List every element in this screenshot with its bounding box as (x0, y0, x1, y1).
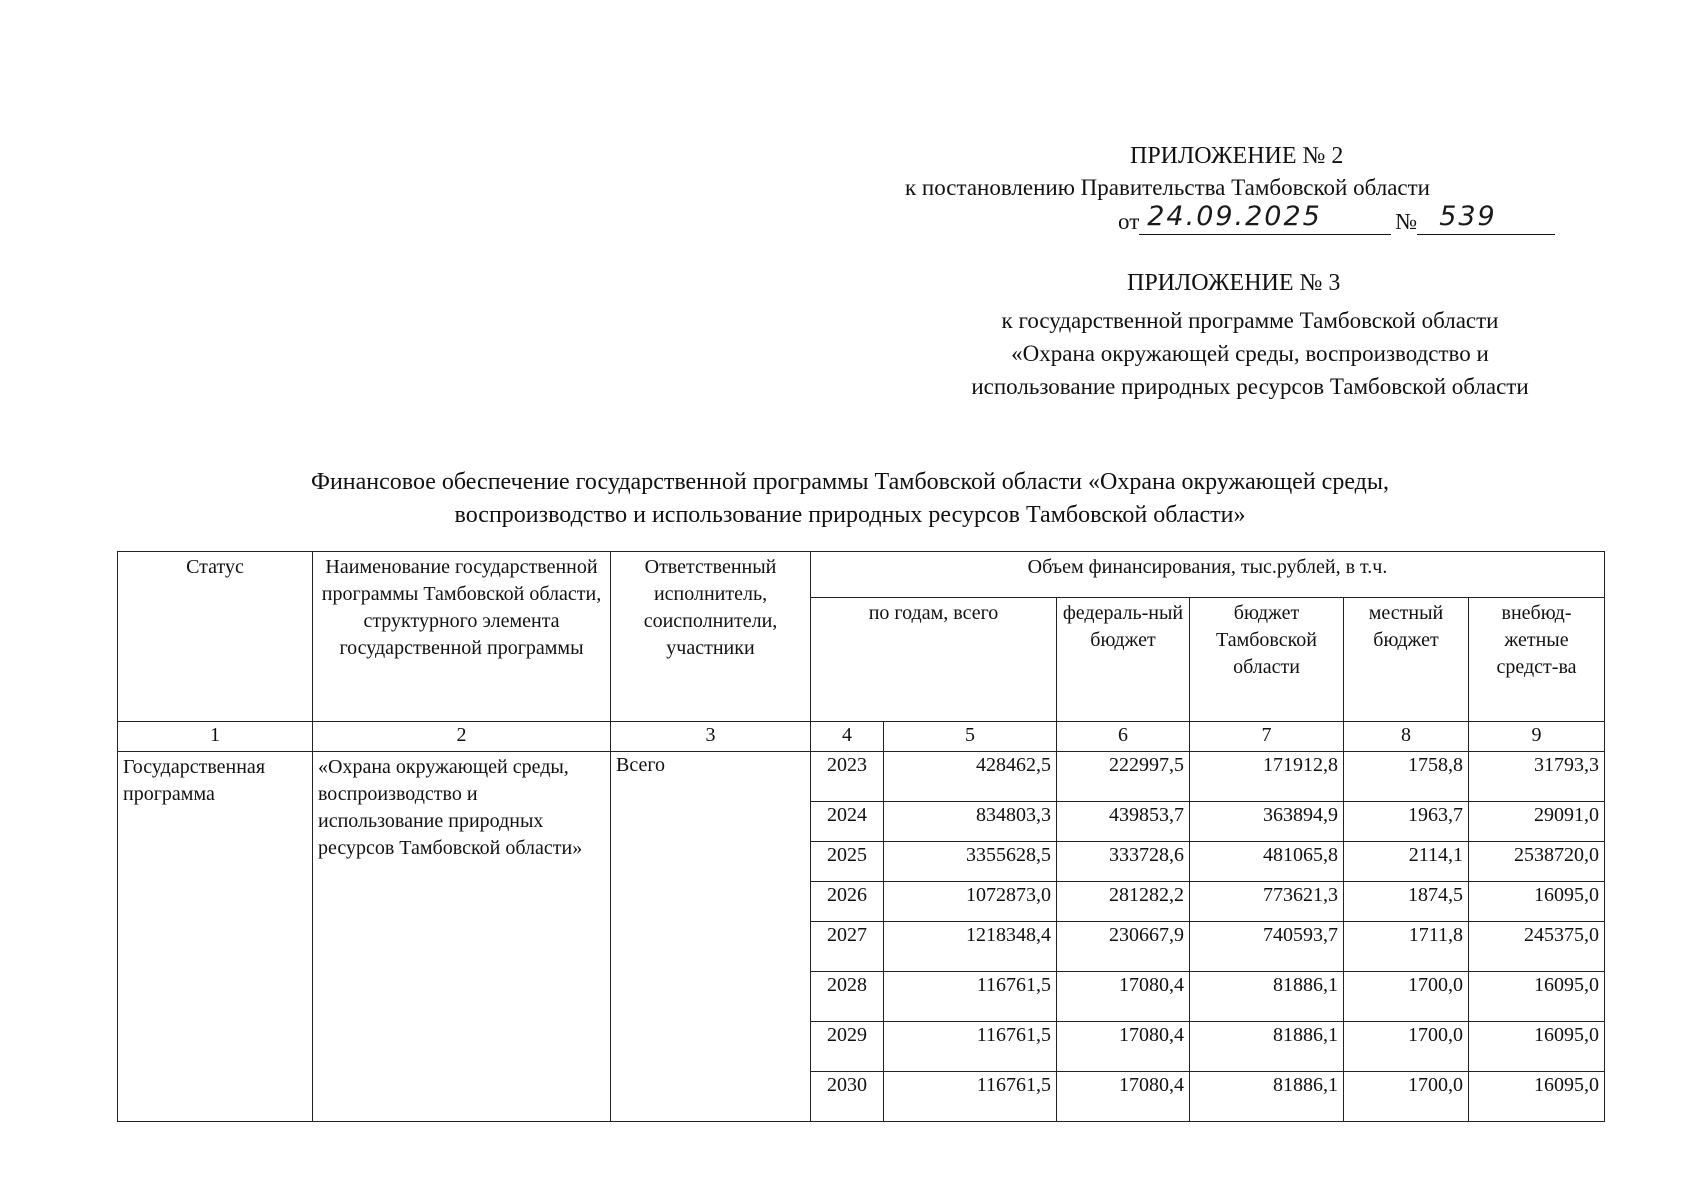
handwritten-number: 539 (1439, 201, 1497, 232)
cell-total: 1072873,0 (884, 882, 1057, 922)
header-by-year: по годам, всего (811, 598, 1057, 722)
header-program-name: Наименование государственной программы Тамбовской области, структурного элемента государственной программы (313, 552, 611, 722)
appendix2-title: ПРИЛОЖЕНИЕ № 2 (1130, 143, 1344, 169)
document-title-line: Финансовое обеспечение государственной программы Тамбовской области «Охрана окружающей среды, (311, 469, 1389, 495)
row-status: Государственная программа (118, 752, 313, 1122)
col-number: 3 (611, 722, 811, 752)
header-federal: федераль-ный бюджет (1057, 598, 1190, 722)
cell-regional: 81886,1 (1190, 972, 1344, 1022)
cell-year: 2027 (811, 922, 884, 972)
col-number: 1 (118, 722, 313, 752)
cell-regional: 81886,1 (1190, 1072, 1344, 1122)
appendix3-lines (880, 304, 1620, 403)
financing-table (117, 551, 1605, 1122)
cell-federal: 230667,9 (1057, 922, 1190, 972)
appendix2-date-number-line (1118, 201, 1555, 235)
header-status: Статус (118, 552, 313, 722)
header-local: местный бюджет (1344, 598, 1469, 722)
cell-local: 2114,1 (1344, 842, 1469, 882)
cell-extra: 16095,0 (1469, 1022, 1605, 1072)
cell-federal: 222997,5 (1057, 752, 1190, 802)
cell-regional: 740593,7 (1190, 922, 1344, 972)
cell-local: 1874,5 (1344, 882, 1469, 922)
cell-regional: 171912,8 (1190, 752, 1344, 802)
cell-local: 1700,0 (1344, 972, 1469, 1022)
row-program-name: «Охрана окружающей среды, воспроизводство и использование природных ресурсов Тамбовской области» (313, 752, 611, 1122)
cell-year: 2026 (811, 882, 884, 922)
cell-local: 1758,8 (1344, 752, 1469, 802)
row-executor: Всего (611, 752, 811, 1122)
col-number: 9 (1469, 722, 1605, 752)
cell-year: 2029 (811, 1022, 884, 1072)
cell-regional: 363894,9 (1190, 802, 1344, 842)
col-number: 4 (811, 722, 884, 752)
cell-extra: 16095,0 (1469, 972, 1605, 1022)
cell-year: 2025 (811, 842, 884, 882)
header-executor: Ответственный исполнитель, соисполнители, участники (611, 552, 811, 722)
cell-local: 1700,0 (1344, 1022, 1469, 1072)
header-extra-budget: внебюд-жетные средст-ва (1469, 598, 1605, 722)
handwritten-date: 24.09.2025 (1147, 201, 1322, 232)
cell-local: 1700,0 (1344, 1072, 1469, 1122)
cell-total: 1218348,4 (884, 922, 1057, 972)
cell-total: 834803,3 (884, 802, 1057, 842)
cell-extra: 31793,3 (1469, 752, 1605, 802)
appendix3-line: использование природных ресурсов Тамбовской области (971, 374, 1529, 399)
cell-extra: 16095,0 (1469, 882, 1605, 922)
appendix2-subtitle: к постановлению Правительства Тамбовской области (905, 175, 1430, 200)
date-prefix: от (1118, 209, 1140, 234)
cell-federal: 17080,4 (1057, 1022, 1190, 1072)
date-field (1139, 201, 1391, 235)
cell-total: 3355628,5 (884, 842, 1057, 882)
col-number: 2 (313, 722, 611, 752)
cell-year: 2024 (811, 802, 884, 842)
cell-regional: 81886,1 (1190, 1022, 1344, 1072)
cell-year: 2028 (811, 972, 884, 1022)
cell-total: 116761,5 (884, 1022, 1057, 1072)
col-number: 7 (1190, 722, 1344, 752)
document-title-line: воспроизводство и использование природных ресурсов Тамбовской области» (454, 502, 1246, 528)
header-financing-volume: Объем финансирования, тыс.рублей, в т.ч. (811, 552, 1605, 598)
cell-federal: 281282,2 (1057, 882, 1190, 922)
cell-total: 116761,5 (884, 1072, 1057, 1122)
cell-regional: 773621,3 (1190, 882, 1344, 922)
col-number: 6 (1057, 722, 1190, 752)
number-prefix: № (1395, 209, 1418, 234)
cell-federal: 333728,6 (1057, 842, 1190, 882)
cell-extra: 245375,0 (1469, 922, 1605, 972)
cell-year: 2023 (811, 752, 884, 802)
cell-extra: 16095,0 (1469, 1072, 1605, 1122)
cell-total: 116761,5 (884, 972, 1057, 1022)
number-field (1417, 201, 1555, 235)
cell-extra: 29091,0 (1469, 802, 1605, 842)
appendix3-title: ПРИЛОЖЕНИЕ № 3 (1127, 270, 1341, 296)
appendix3-line: к государственной программе Тамбовской области (1001, 308, 1499, 333)
cell-year: 2030 (811, 1072, 884, 1122)
col-number: 8 (1344, 722, 1469, 752)
header-regional: бюджет Тамбовской области (1190, 598, 1344, 722)
cell-regional: 481065,8 (1190, 842, 1344, 882)
col-number: 5 (884, 722, 1057, 752)
cell-federal: 439853,7 (1057, 802, 1190, 842)
column-number-row (118, 722, 1605, 752)
cell-federal: 17080,4 (1057, 1072, 1190, 1122)
table-row (118, 752, 1605, 802)
cell-total: 428462,5 (884, 752, 1057, 802)
cell-extra: 2538720,0 (1469, 842, 1605, 882)
document-title (150, 466, 1550, 532)
cell-federal: 17080,4 (1057, 972, 1190, 1022)
cell-local: 1711,8 (1344, 922, 1469, 972)
cell-local: 1963,7 (1344, 802, 1469, 842)
appendix3-line: «Охрана окружающей среды, воспроизводство и (1011, 341, 1489, 366)
header-row-1 (118, 552, 1605, 598)
